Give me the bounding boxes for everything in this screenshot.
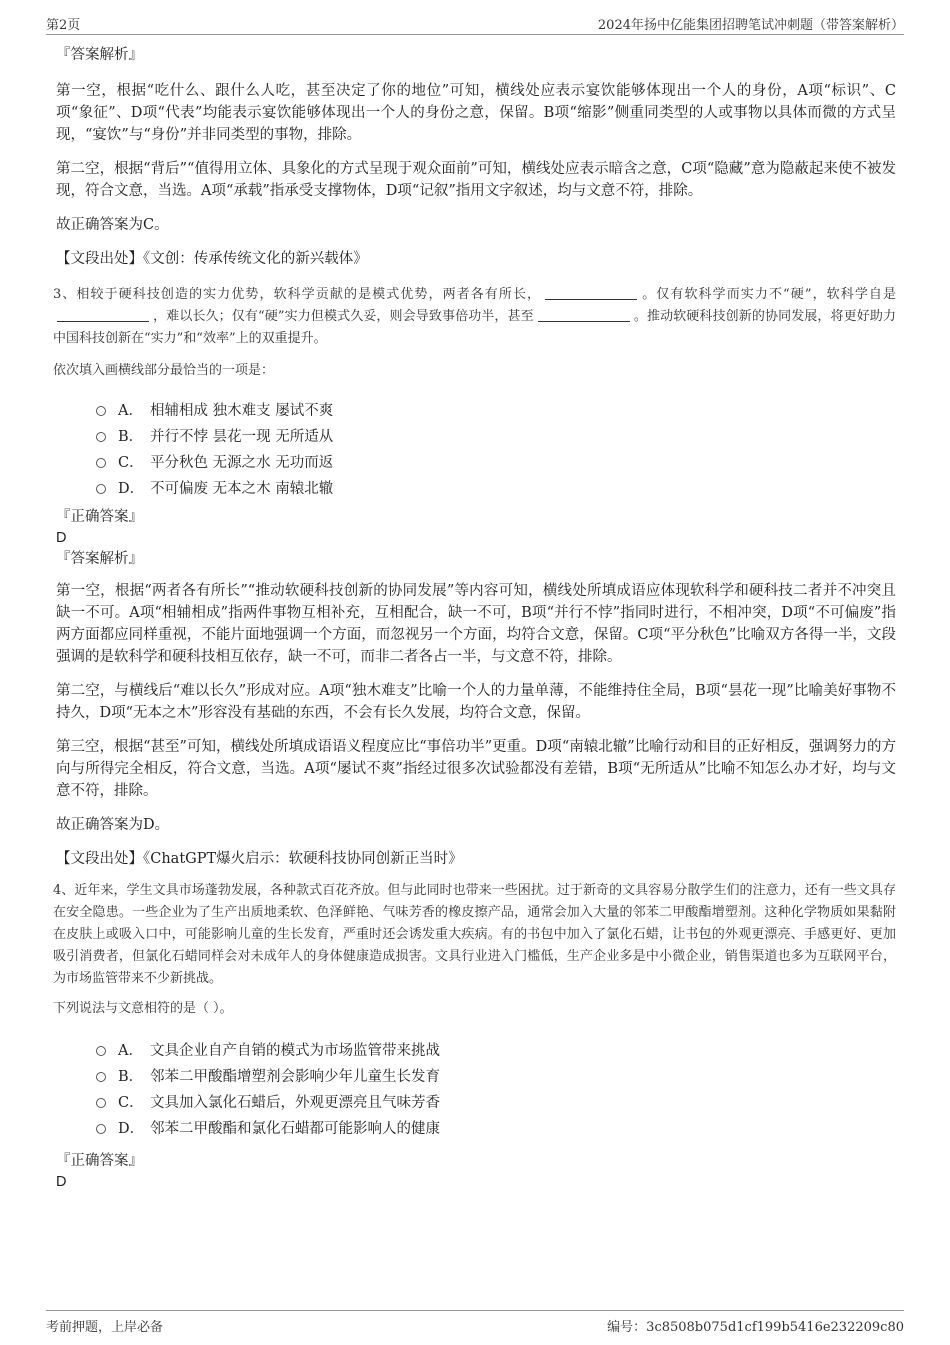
q4-correct-answer: D xyxy=(56,1174,67,1190)
document-title: 2024年扬中亿能集团招聘笔试冲刺题（带答案解析） xyxy=(597,18,904,33)
q3-analysis-label: 『答案解析』 xyxy=(56,551,143,567)
q4-option-a[interactable]: A． 文具企业自产自销的模式为市场监管带来挑战 xyxy=(96,1036,896,1062)
blank-1 xyxy=(545,285,637,300)
q3-options xyxy=(56,396,896,500)
q2-analysis-label: 『答案解析』 xyxy=(56,47,143,63)
page-header xyxy=(46,14,904,35)
q3-prompt: 依次填入画横线部分最恰当的一项是： xyxy=(53,363,275,378)
q3-option-d[interactable]: D． 不可偏废 无本之木 南辕北辙 xyxy=(96,474,896,500)
radio-button[interactable] xyxy=(96,484,106,494)
radio-button[interactable] xyxy=(96,1072,106,1082)
radio-button[interactable] xyxy=(96,1124,106,1134)
q3-conclusion: 故正确答案为D。 xyxy=(56,817,170,833)
q3-correct-label: 『正确答案』 xyxy=(56,509,143,525)
footer-slogan: 考前押题，上岸必备 xyxy=(46,1320,164,1335)
radio-button[interactable] xyxy=(96,406,106,416)
q3-option-b[interactable]: B． 并行不悖 昙花一现 无所适从 xyxy=(96,422,896,448)
q2-source: 【文段出处】《文创：传承传统文化的新兴载体》 xyxy=(56,251,368,267)
q4-correct-label: 『正确答案』 xyxy=(56,1153,143,1169)
q3-source: 【文段出处】《ChatGPT爆火启示：软硬科技协同创新正当时》 xyxy=(56,851,463,867)
radio-button[interactable] xyxy=(96,1098,106,1108)
blank-2 xyxy=(57,307,149,322)
q4-stem: 4、近年来，学生文具市场蓬勃发展，各种款式百花齐放。但与此同时也带来一些困扰。过于新奇的文具容易分散学生们的注意力，还有一些文具存在安全隐患。一些企业为了生产出质地柔软、色泽鲜艳、气味芳香的橡皮擦产品，通常会加入大量的邻苯二甲酸酯增塑剂。这种化学物质如果黏附在皮肤上或吸入口中，可能影响儿童的生长发育，严重时还会诱发重大疾病。有的书包中加入了氯化石蜡，让书包的外观更漂亮、手感更好、更加吸引消费者，但氯化石蜡同样会对未成年人的身体健康造成损害。文具行业进入门槛低，生产企业多是中小微企业，销售渠道也多为互联网平台，为市场监管带来不少新挑战。 xyxy=(53,883,896,986)
page-number: 第2页 xyxy=(46,18,81,33)
radio-button[interactable] xyxy=(96,1046,106,1056)
document-id: 编号：3c8508b075d1cf199b5416e232209c80 xyxy=(607,1320,904,1335)
q2-conclusion: 故正确答案为C。 xyxy=(56,217,169,233)
q3-analysis-para-2: 第二空，与横线后“难以长久”形成对应。A项“独木难支”比喻一个人的力量单薄，不能维持住全局，B项“昙花一现”比喻美好事物不持久，D项“无本之木”形容没有基础的东西，不会有长久发展，均符合文意，保留。 xyxy=(56,683,896,721)
q3-analysis-para-1: 第一空，根据“两者各有所长”“推动软硬科技创新的协同发展”等内容可知，横线处所填成语应体现软科学和硬科技二者并不冲突且缺一不可。A项“相辅相成”指两件事物互相补充，互相配合，缺一不可，B项“并行不悖”指同时进行，不相冲突，D项“不可偏废”指两方面都应同样重视，不能片面地强调一个方面，而忽视另一个方面，均符合文意，保留。C项“平分秋色”比喻双方各得一半，文段强调的是软科学和硬科技相互依存，缺一不可，而非二者各占一半，与文意不符，排除。 xyxy=(56,583,896,665)
q4-option-c[interactable]: C． 文具加入氯化石蜡后，外观更漂亮且气味芳香 xyxy=(96,1088,896,1114)
q3-option-a[interactable]: A． 相辅相成 独木难支 屡试不爽 xyxy=(96,396,896,422)
radio-button[interactable] xyxy=(96,432,106,442)
q2-analysis-para-2: 第二空，根据“背后”“值得用立体、具象化的方式呈现于观众面前”可知，横线处应表示暗含之意，C项“隐藏”意为隐蔽起来使不被发现，符合文意，当选。A项“承载”指承受支撑物体，D项“记叙”指用文字叙述，均与文意不符，排除。 xyxy=(56,161,896,199)
q4-option-d[interactable]: D． 邻苯二甲酸酯和氯化石蜡都可能影响人的健康 xyxy=(96,1114,896,1140)
q3-analysis-para-3: 第三空，根据“甚至”可知，横线处所填成语语义程度应比“事倍功半”更重。D项“南辕北辙”比喻行动和目的正好相反，强调努力的方向与所得完全相反，符合文意，当选。A项“屡试不爽”指经过很多次试验都没有差错，B项“无所适从”比喻不知怎么办才好，均与文意不符，排除。 xyxy=(56,739,896,799)
q3-option-c[interactable]: C． 平分秋色 无源之水 无功而返 xyxy=(96,448,896,474)
page-content xyxy=(53,44,896,1192)
q4-option-b[interactable]: B． 邻苯二甲酸酯增塑剂会影响少年儿童生长发育 xyxy=(96,1062,896,1088)
q3-correct-answer: D xyxy=(56,530,67,546)
radio-button[interactable] xyxy=(96,458,106,468)
q2-analysis-para-1: 第一空，根据“吃什么、跟什么人吃，甚至决定了你的地位”可知，横线处应表示宴饮能够体现出一个人的身份，A项“标识”、C项“象征”、D项“代表”均能表示宴饮能够体现出一个人的身份之意，保留。B项“缩影”侧重同类型的人或事物以具体而微的方式呈现，“宴饮”与“身份”并非同类型的事物，排除。 xyxy=(56,83,896,143)
q4-options xyxy=(56,1036,896,1140)
q4-prompt: 下列说法与文意相符的是（ ）。 xyxy=(53,1001,233,1016)
blank-3 xyxy=(538,307,630,322)
q3-stem: 3、相较于硬科技创造的实力优势，软科学贡献的是模式优势，两者各有所长， 。仅有软科学而实力不“硬”，软科学自是，难以长久；仅有“硬”实力但模式久妥，则会导致事倍功半，甚至 。推动软硬科技创新的协同发展，将更好助力中国科技创新在“实力”和“效率”上的双重提升。 xyxy=(53,287,896,346)
page-footer xyxy=(46,1310,904,1333)
